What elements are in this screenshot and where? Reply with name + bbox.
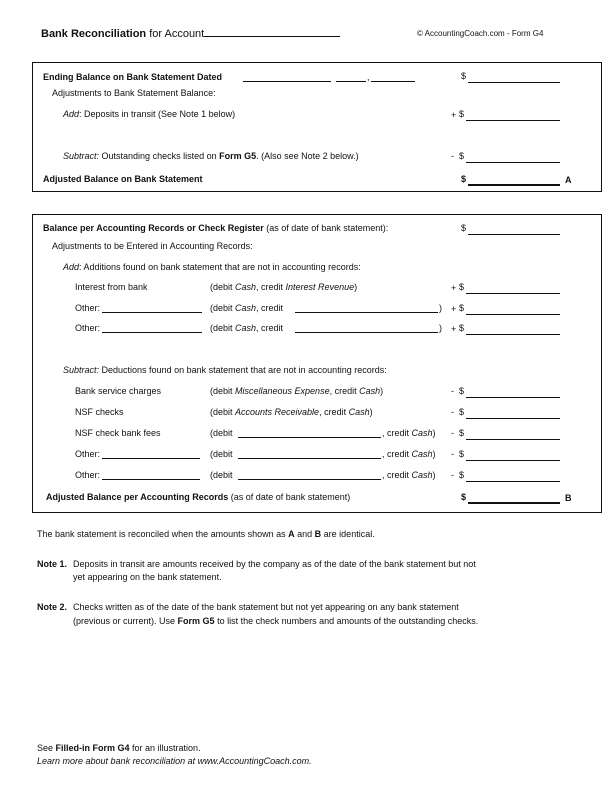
note2-label: Note 2. [37, 602, 68, 612]
dollar-sign: $ [459, 151, 465, 161]
close-paren: ) [439, 323, 442, 333]
date-comma: , [367, 72, 370, 82]
nsf-fees-label: NSF check bank fees [75, 428, 161, 438]
dollar-sign: $ [459, 323, 465, 333]
account-blank[interactable] [204, 27, 340, 37]
page-title [41, 27, 340, 40]
balance-records-amount[interactable] [468, 224, 560, 235]
other-amount[interactable] [466, 324, 560, 335]
minus-sign: - [451, 407, 454, 417]
other-label: Other: [75, 470, 101, 480]
debit-account-blank[interactable] [238, 428, 381, 438]
service-charges-amount[interactable] [466, 387, 560, 398]
balance-records-label: Balance per Accounting Records or Check Register (as of date of bank statement): [43, 223, 389, 233]
interest-amount[interactable] [466, 283, 560, 294]
note2-line2: (previous or current). Use Form G5 to list the check numbers and amounts of the outstanding checks. [73, 616, 479, 626]
accounting-records-section [32, 214, 602, 513]
debit-open: (debit [210, 449, 233, 459]
adjusted-records-label: Adjusted Balance per Accounting Records (as of date of bank statement) [46, 492, 351, 502]
interest-entry: (debit Cash, credit Interest Revenue) [210, 282, 358, 292]
other-entry: (debit Cash, credit [210, 323, 284, 333]
service-charges-entry: (debit Miscellaneous Expense, credit Cash) [210, 386, 384, 396]
copyright-label: © AccountingCoach.com - Form G4 [417, 29, 544, 38]
note2-line1: Checks written as of the date of the bank statement but not yet appearing on any bank statement [73, 602, 459, 612]
credit-cash-close: , credit Cash) [382, 449, 436, 459]
nsf-checks-amount[interactable] [466, 408, 560, 419]
adjustments-label: Adjustments to Bank Statement Balance: [52, 88, 216, 98]
note1-line1: Deposits in transit are amounts received by the company as of the date of the bank statement but not [73, 559, 476, 569]
minus-sign: - [451, 470, 454, 480]
credit-cash-close: , credit Cash) [382, 428, 436, 438]
other-blank[interactable] [102, 303, 202, 313]
other-label: Other: [75, 449, 101, 459]
debit-account-blank[interactable] [238, 449, 381, 459]
illustration-link[interactable]: See Filled-in Form G4 for an illustration. [37, 743, 201, 753]
minus-sign: - [451, 428, 454, 438]
plus-sign: + [451, 304, 457, 314]
other-blank[interactable] [102, 323, 202, 333]
adjustments-records-label: Adjustments to be Entered in Accounting Records: [52, 241, 253, 251]
minus-sign: - [451, 386, 454, 396]
close-paren: ) [439, 303, 442, 313]
credit-account-blank[interactable] [295, 323, 438, 333]
interest-label: Interest from bank [75, 282, 148, 292]
dollar-sign: $ [461, 174, 467, 184]
additions-label: Add: Additions found on bank statement that are not in accounting records: [63, 262, 361, 272]
credit-cash-close: , credit Cash) [382, 470, 436, 480]
adjusted-bank-label: Adjusted Balance on Bank Statement [43, 174, 203, 184]
letter-a: A [565, 175, 572, 185]
date-blank-1[interactable] [243, 72, 331, 82]
outstanding-checks-amount[interactable] [466, 152, 560, 163]
date-blank-2[interactable] [336, 72, 366, 82]
ending-balance-label: Ending Balance on Bank Statement Dated [43, 72, 223, 82]
outstanding-checks-label: Subtract: Outstanding checks listed on Form G5. (Also see Note 2 below.) [63, 151, 359, 161]
dollar-sign: $ [461, 492, 467, 502]
service-charges-label: Bank service charges [75, 386, 162, 396]
adjusted-records-amount[interactable] [468, 492, 560, 504]
nsf-checks-entry: (debit Accounts Receivable, credit Cash) [210, 407, 373, 417]
deposits-amount[interactable] [466, 110, 560, 121]
adjusted-bank-amount[interactable] [468, 174, 560, 186]
other-entry: (debit Cash, credit [210, 303, 284, 313]
deposits-in-transit-label: Add: Deposits in transit (See Note 1 below) [63, 109, 236, 119]
note1-label: Note 1. [37, 559, 68, 569]
dollar-sign: $ [459, 449, 465, 459]
dollar-sign: $ [459, 282, 465, 292]
ending-balance-amount[interactable] [468, 72, 560, 83]
dollar-sign: $ [461, 71, 467, 81]
dollar-sign: $ [459, 407, 465, 417]
plus-sign: + [451, 110, 457, 120]
deductions-label: Subtract: Deductions found on bank statement that are not in accounting records: [63, 365, 387, 375]
reconciled-statement: The bank statement is reconciled when the amounts shown as A and B are identical. [37, 529, 375, 539]
minus-sign: - [451, 449, 454, 459]
letter-b: B [565, 493, 572, 503]
dollar-sign: $ [459, 303, 465, 313]
dollar-sign: $ [459, 428, 465, 438]
dollar-sign: $ [459, 109, 465, 119]
other-blank[interactable] [102, 470, 200, 480]
learn-more-link[interactable]: Learn more about bank reconciliation at www.AccountingCoach.com. [37, 756, 312, 766]
title-rest: for Account [146, 28, 205, 40]
dollar-sign: $ [459, 470, 465, 480]
other-label: Other: [75, 323, 101, 333]
nsf-checks-label: NSF checks [75, 407, 124, 417]
title-bold: Bank Reconciliation [41, 28, 147, 40]
credit-account-blank[interactable] [295, 303, 438, 313]
date-blank-3[interactable] [371, 72, 415, 82]
other-blank[interactable] [102, 449, 200, 459]
plus-sign: + [451, 324, 457, 334]
other-deduction-amount[interactable] [466, 471, 560, 482]
dollar-sign: $ [459, 386, 465, 396]
debit-open: (debit [210, 470, 233, 480]
plus-sign: + [451, 283, 457, 293]
debit-account-blank[interactable] [238, 470, 381, 480]
note1-line2: yet appearing on the bank statement. [73, 572, 222, 582]
nsf-fees-amount[interactable] [466, 429, 560, 440]
other-deduction-amount[interactable] [466, 450, 560, 461]
other-label: Other: [75, 303, 101, 313]
debit-open: (debit [210, 428, 233, 438]
minus-sign: - [451, 151, 454, 161]
other-amount[interactable] [466, 304, 560, 315]
dollar-sign: $ [461, 223, 467, 233]
